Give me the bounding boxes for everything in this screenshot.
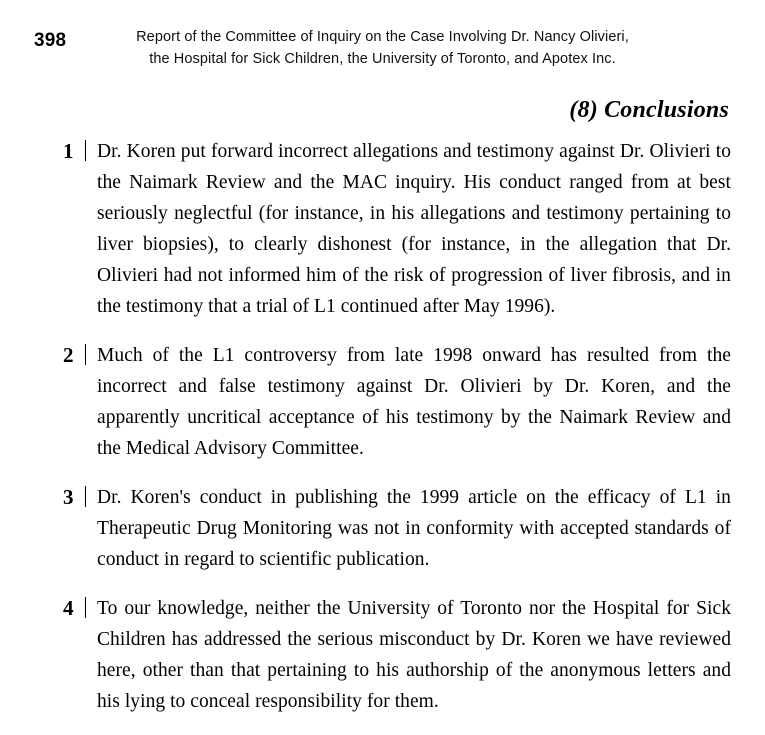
paragraph-rule: [85, 140, 86, 161]
page-number: 398: [34, 30, 67, 51]
paragraph-text: Dr. Koren put forward incorrect allegations and testimony against Dr. Olivieri to the Naimark Review and the MAC inquiry. His conduct ranged from at best seriously neglectful (for instance, in his allegations and testimony pertaining to liver biopsies), to clearly dishonest (for instance, in the allegation that Dr. Olivieri had not informed him of the risk of progression of liver fibrosis, and in the testimony that a trial of L1 continued after May 1996).: [97, 141, 731, 317]
numbered-paragraph: [63, 482, 731, 575]
paragraph-number: 1: [63, 139, 74, 163]
paragraph-number: 3: [63, 485, 74, 509]
running-head-line-2: the Hospital for Sick Children, the University of Toronto, and Apotex Inc.: [149, 51, 616, 67]
paragraph-rule: [85, 486, 86, 507]
numbered-paragraph: [63, 136, 731, 322]
page-header: [0, 26, 765, 70]
paragraph-rule: [85, 344, 86, 365]
numbered-paragraph: [63, 340, 731, 464]
numbered-paragraph: [63, 593, 731, 717]
paragraph-rule: [85, 597, 86, 618]
paragraph-text: To our knowledge, neither the University of Toronto nor the Hospital for Sick Children has addressed the serious misconduct by Dr. Koren we have reviewed here, other than that pertaining to his authorship of the anonymous letters and his lying to conceal responsibility for them.: [97, 598, 731, 712]
running-head-line-1: Report of the Committee of Inquiry on the Case Involving Dr. Nancy Olivieri,: [136, 29, 629, 45]
paragraph-number: 4: [63, 596, 74, 620]
paragraph-text: Much of the L1 controversy from late 1998 onward has resulted from the incorrect and false testimony against Dr. Olivieri by Dr. Koren, and the apparently uncritical acceptance of his testimony by the Naimark Review and the Medical Advisory Committee.: [97, 345, 731, 459]
section-title: (8) Conclusions: [569, 97, 729, 123]
paragraph-number: 2: [63, 343, 74, 367]
paragraph-text: Dr. Koren's conduct in publishing the 1999 article on the efficacy of L1 in Therapeutic Drug Monitoring was not in conformity with accepted standards of conduct in regard to scientific publication.: [97, 487, 731, 570]
body-text: [63, 136, 731, 735]
running-head: [78, 26, 688, 70]
